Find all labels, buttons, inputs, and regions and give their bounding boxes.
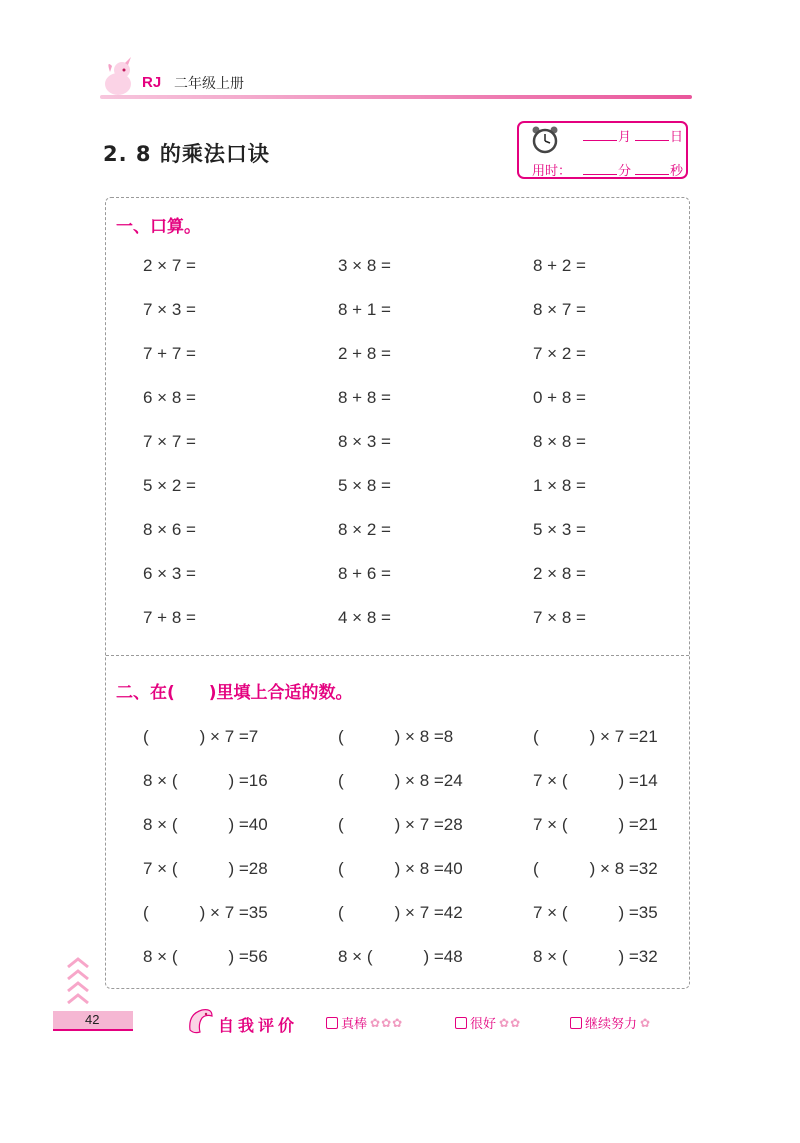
oral-calc-problem: 2 × 8 = bbox=[533, 564, 586, 583]
oral-calc-problem: 8 + 1 = bbox=[338, 300, 391, 319]
oral-calc-problem: 8 × 6 = bbox=[143, 520, 196, 539]
fill-blank-problem: ( ) × 8 =40 bbox=[338, 859, 463, 878]
page-number: 42 bbox=[85, 1012, 100, 1027]
fill-blank-problem: 8 × ( ) =32 bbox=[533, 947, 658, 966]
section-1-title: 一、口算。 bbox=[116, 217, 201, 237]
minute-label: 分 bbox=[618, 164, 632, 179]
alarm-clock-icon bbox=[530, 125, 560, 155]
month-blank[interactable] bbox=[583, 126, 617, 141]
unicorn-mascot-icon bbox=[98, 56, 138, 100]
oral-calc-problem: 6 × 3 = bbox=[143, 564, 196, 583]
eval-option-keep-trying[interactable] bbox=[570, 1013, 651, 1032]
minute-blank[interactable] bbox=[583, 160, 617, 175]
eval-option-great[interactable] bbox=[326, 1013, 403, 1032]
fill-blank-problem: ( ) × 7 =35 bbox=[143, 903, 268, 922]
fill-blank-problem: 7 × ( ) =21 bbox=[533, 815, 658, 834]
oral-calc-problem: 5 × 8 = bbox=[338, 476, 391, 495]
grade-label: 二年级上册 bbox=[174, 76, 244, 92]
flower-icon: ✿✿✿ bbox=[370, 1015, 404, 1030]
oral-calc-problem: 0 + 8 = bbox=[533, 388, 586, 407]
oral-calc-problem: 8 × 8 = bbox=[533, 432, 586, 451]
oral-calc-problem: 6 × 8 = bbox=[143, 388, 196, 407]
fill-blank-problem: ( ) × 7 =28 bbox=[338, 815, 463, 834]
month-label: 月 bbox=[618, 130, 632, 145]
fill-blank-problem: ( ) × 7 =7 bbox=[143, 727, 259, 746]
oral-calc-problem: 1 × 8 = bbox=[533, 476, 586, 495]
checkbox[interactable] bbox=[326, 1017, 338, 1029]
dolphin-icon bbox=[184, 1004, 216, 1038]
eval-option-label: 继续努力 bbox=[585, 1017, 638, 1032]
fill-blank-problem: ( ) × 8 =24 bbox=[338, 771, 463, 790]
checkbox[interactable] bbox=[455, 1017, 467, 1029]
oral-calc-problem: 3 × 8 = bbox=[338, 256, 391, 275]
oral-calc-problem: 8 + 6 = bbox=[338, 564, 391, 583]
fill-blank-problem: 8 × ( ) =56 bbox=[143, 947, 268, 966]
oral-calc-problem: 7 + 7 = bbox=[143, 344, 196, 363]
oral-calc-problem: 5 × 2 = bbox=[143, 476, 196, 495]
second-label: 秒 bbox=[670, 164, 684, 179]
edition-label: RJ bbox=[142, 74, 162, 91]
fill-blank-problem: 7 × ( ) =28 bbox=[143, 859, 268, 878]
oral-calc-problem: 7 × 2 = bbox=[533, 344, 586, 363]
oral-calc-problem: 8 + 8 = bbox=[338, 388, 391, 407]
self-evaluation-label: 自我评价 bbox=[218, 1016, 299, 1035]
fill-blank-problem: ( ) × 8 =8 bbox=[338, 727, 454, 746]
eval-option-good[interactable] bbox=[455, 1013, 521, 1032]
day-label: 日 bbox=[670, 130, 684, 145]
lesson-title: 2. 8 的乘法口诀 bbox=[103, 142, 270, 166]
oral-calc-problem: 2 + 8 = bbox=[338, 344, 391, 363]
fill-blank-problem: ( ) × 8 =32 bbox=[533, 859, 658, 878]
fill-blank-problem: 8 × ( ) =48 bbox=[338, 947, 463, 966]
oral-calc-problem: 8 + 2 = bbox=[533, 256, 586, 275]
page-number-underline bbox=[53, 1029, 133, 1031]
oral-calc-problem: 8 × 2 = bbox=[338, 520, 391, 539]
fill-blank-problem: ( ) × 7 =42 bbox=[338, 903, 463, 922]
flower-icon: ✿ bbox=[640, 1015, 652, 1030]
oral-calc-problem: 8 × 7 = bbox=[533, 300, 586, 319]
fill-blank-problem: 7 × ( ) =14 bbox=[533, 771, 658, 790]
fill-blank-problem: 8 × ( ) =16 bbox=[143, 771, 268, 790]
day-blank[interactable] bbox=[635, 126, 669, 141]
header-divider bbox=[100, 95, 692, 99]
oral-calc-problem: 4 × 8 = bbox=[338, 608, 391, 627]
oral-calc-problem: 5 × 3 = bbox=[533, 520, 586, 539]
oral-calc-problem: 7 × 7 = bbox=[143, 432, 196, 451]
fill-blank-problem: 8 × ( ) =40 bbox=[143, 815, 268, 834]
section-2-title: 二、在( )里填上合适的数。 bbox=[116, 683, 353, 703]
oral-calc-problem: 8 × 3 = bbox=[338, 432, 391, 451]
oral-calc-problem: 7 × 3 = bbox=[143, 300, 196, 319]
eval-option-label: 真棒 bbox=[341, 1017, 368, 1032]
time-label: 用时： bbox=[532, 164, 572, 179]
flower-icon: ✿✿ bbox=[499, 1015, 522, 1030]
fill-blank-problem: 7 × ( ) =35 bbox=[533, 903, 658, 922]
oral-calc-problem: 2 × 7 = bbox=[143, 256, 196, 275]
chevron-up-icon bbox=[64, 955, 92, 1005]
section-divider bbox=[106, 655, 689, 656]
fill-blank-problem: ( ) × 7 =21 bbox=[533, 727, 658, 746]
oral-calc-problem: 7 × 8 = bbox=[533, 608, 586, 627]
second-blank[interactable] bbox=[635, 160, 669, 175]
checkbox[interactable] bbox=[570, 1017, 582, 1029]
oral-calc-problem: 7 + 8 = bbox=[143, 608, 196, 627]
eval-option-label: 很好 bbox=[470, 1017, 497, 1032]
